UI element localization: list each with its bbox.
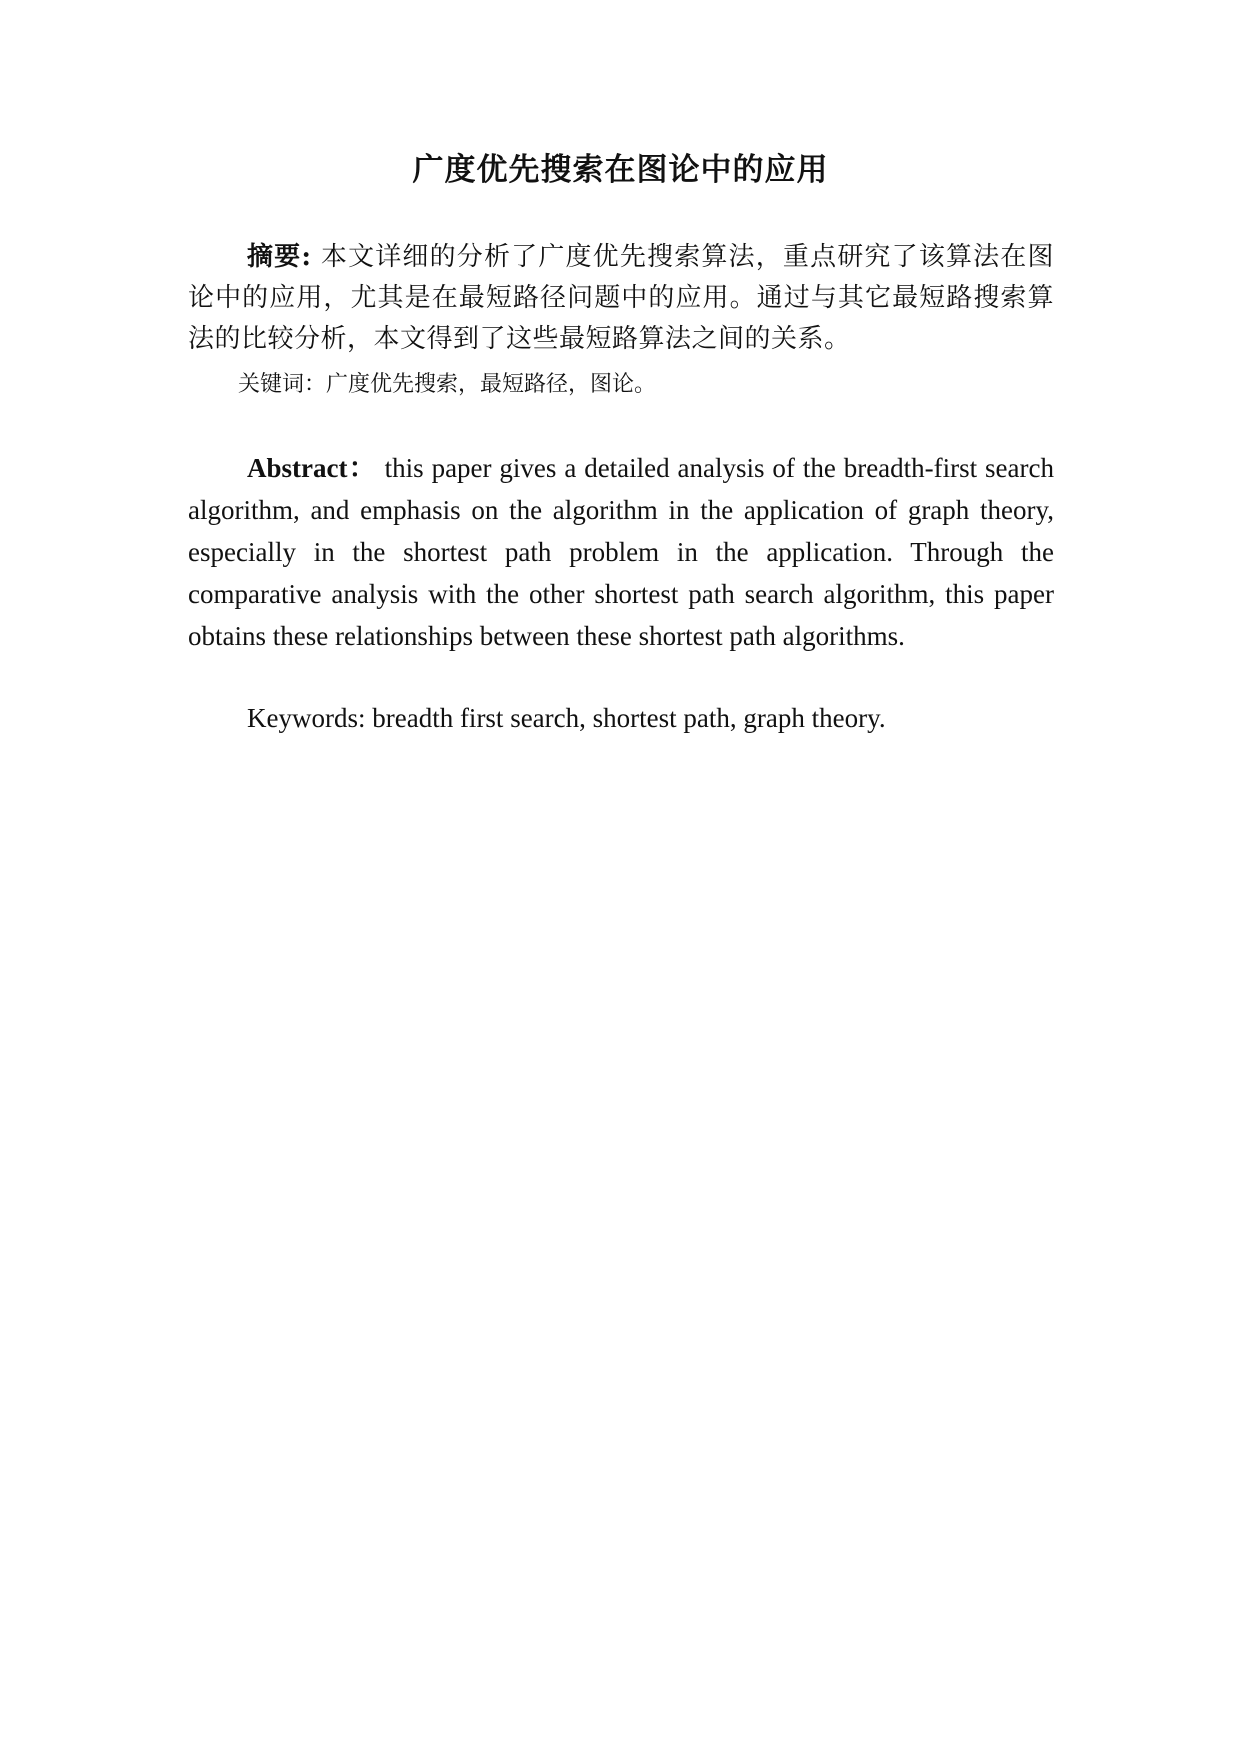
chinese-abstract-text: 本文详细的分析了广度优先搜索算法，重点研究了该算法在图论中的应用，尤其是在最短路径问题中的应用。通过与其它最短路搜索算法的比较分析，本文得到了这些最短路算法之间的关系。 [188, 242, 1054, 354]
chinese-keywords [238, 370, 1054, 400]
english-keywords-text: breadth first search, shortest path, graph theory. [372, 703, 886, 733]
english-keywords [247, 697, 1054, 739]
chinese-keywords-label: 关键词： [238, 372, 327, 397]
english-keywords-label: Keywords: [247, 703, 366, 733]
chinese-abstract [188, 237, 1054, 360]
english-abstract-label: Abstract： [247, 453, 377, 483]
english-abstract [188, 447, 1054, 657]
english-abstract-text: this paper gives a detailed analysis of the breadth-first search algorithm, and emphasis on the algorithm in the application of graph theory, especially in the shortest path problem in the application. Through the comparative analysis with the other shortest path search algorithm, this paper obtains these relationships between these shortest path algorithms. [188, 453, 1054, 651]
chinese-keywords-text: 广度优先搜索，最短路径，图论。 [326, 372, 657, 397]
paper-title: 广度优先搜索在图论中的应用 [412, 152, 829, 188]
chinese-abstract-label: 摘要: [247, 242, 312, 272]
